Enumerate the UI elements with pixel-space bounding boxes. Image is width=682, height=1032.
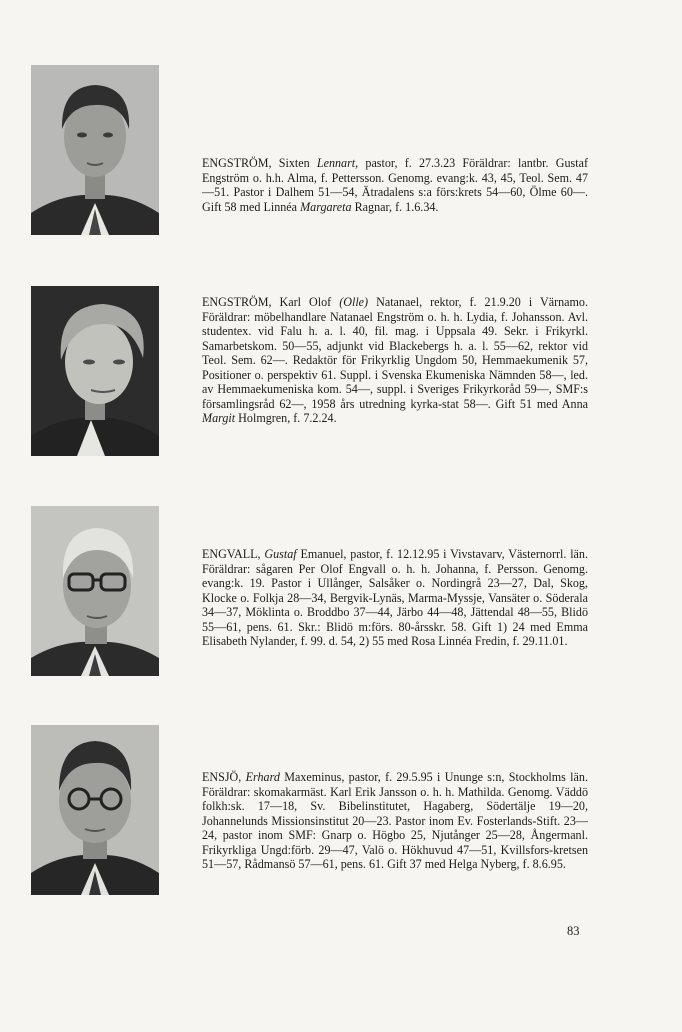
portrait-photo [31, 725, 159, 895]
portrait-photo [31, 286, 159, 456]
portrait-image [31, 286, 159, 456]
portrait-image [31, 506, 159, 676]
biography-text: ENGSTRÖM, Karl Olof (Olle) Natanael, rektor, f. 21.9.20 i Värnamo. Föräldrar: möbelhandlare Natanael Engström o. h. h. Lydia, f. Johansson. Avl. studentex. vid Falu h. a. l. 40, fil. mag. i Uppsala 49. Sekr. i Frikyrkl. Samarbetskom. 50—55, adjunkt vid Blackebergs h. a. l. 55—62, rektor vid Teol. Sem. 62—. Redaktör för Frikyrklig Ungdom 50, Hemmaekumenik 57, Positioner o. perspektiv 61. Suppl. i Svenska Ekumeniska Nämnden 58—, led. av Hemmaekumeniska kom. 54—, suppl. i Sveriges Frikyrkoråd 59—, SMF:s församlingsråd 62—, 1958 års utredning kyrka-stat 58—. Gift 51 med Anna Margit Holmgren, f. 7.2.24. [202, 295, 588, 425]
biography-text: ENGVALL, Gustaf Emanuel, pastor, f. 12.12.95 i Vivstavarv, Västernorrl. län. Föräldrar: sågaren Per Olof Engvall o. h. h. Johanna, f. Persson. Genomg. evang:k. 19. Pastor i Ullånger, Salsåker o. Nordingrå 23—27, Dal, Skog, Klocke o. Folkja 28—34, Bergvik-Lynäs, Marma-Myssje, Vansäter o. Söderala 34—37, Möklinta o. Broddbo 37—44, Järbo 44—48, Jättendal 48—55, Blidö 55—61, pens. 61. Skr.: Blidö m:förs. 80-årsskr. 58. Gift 1) 24 med Emma Elisabeth Nylander, f. 99. d. 54, 2) 55 med Rosa Linnéa Fredin, f. 29.11.01. [202, 547, 588, 648]
page-number: 83 [567, 924, 580, 938]
portrait-image [31, 725, 159, 895]
biography-text: ENSJÖ, Erhard Maxeminus, pastor, f. 29.5.95 i Ununge s:n, Stockholms län. Föräldrar: skomakarmäst. Karl Erik Jansson o. h. h. Mathilda. Genomg. Väddö folkh:sk. 17—18, Sv. Bibelinstitutet, Hagaberg, Södertälje 19—20, Johannelunds Missionsinstitut 20—23. Pastor inom Ev. Fosterlands-Stift. 23—24, pastor inom SMF: Gnarp o. Högbo 25, Njutånger 25—28, Ångermanl. Frikyrkliga Ungd:förb. 29—47, Valö o. Hökhuvud 47—51, Kvillsfors-kretsen 51—57, Rådmansö 57—61, pens. 61. Gift 37 med Helga Nyberg, f. 8.6.95. [202, 770, 588, 871]
portrait-image [31, 65, 159, 235]
portrait-photo [31, 65, 159, 235]
portrait-photo [31, 506, 159, 676]
biography-text: ENGSTRÖM, Sixten Lennart, pastor, f. 27.3.23 Föräldrar: lantbr. Gustaf Engström o. h.h. Alma, f. Pettersson. Genomg. evang:k. 43, 45, Teol. Sem. 47—51. Pastor i Dalhem 51—54, Ätradalens s:a förs:krets 54—60, Ölme 60—. Gift 58 med Linnéa Margareta Ragnar, f. 1.6.34. [202, 156, 588, 214]
